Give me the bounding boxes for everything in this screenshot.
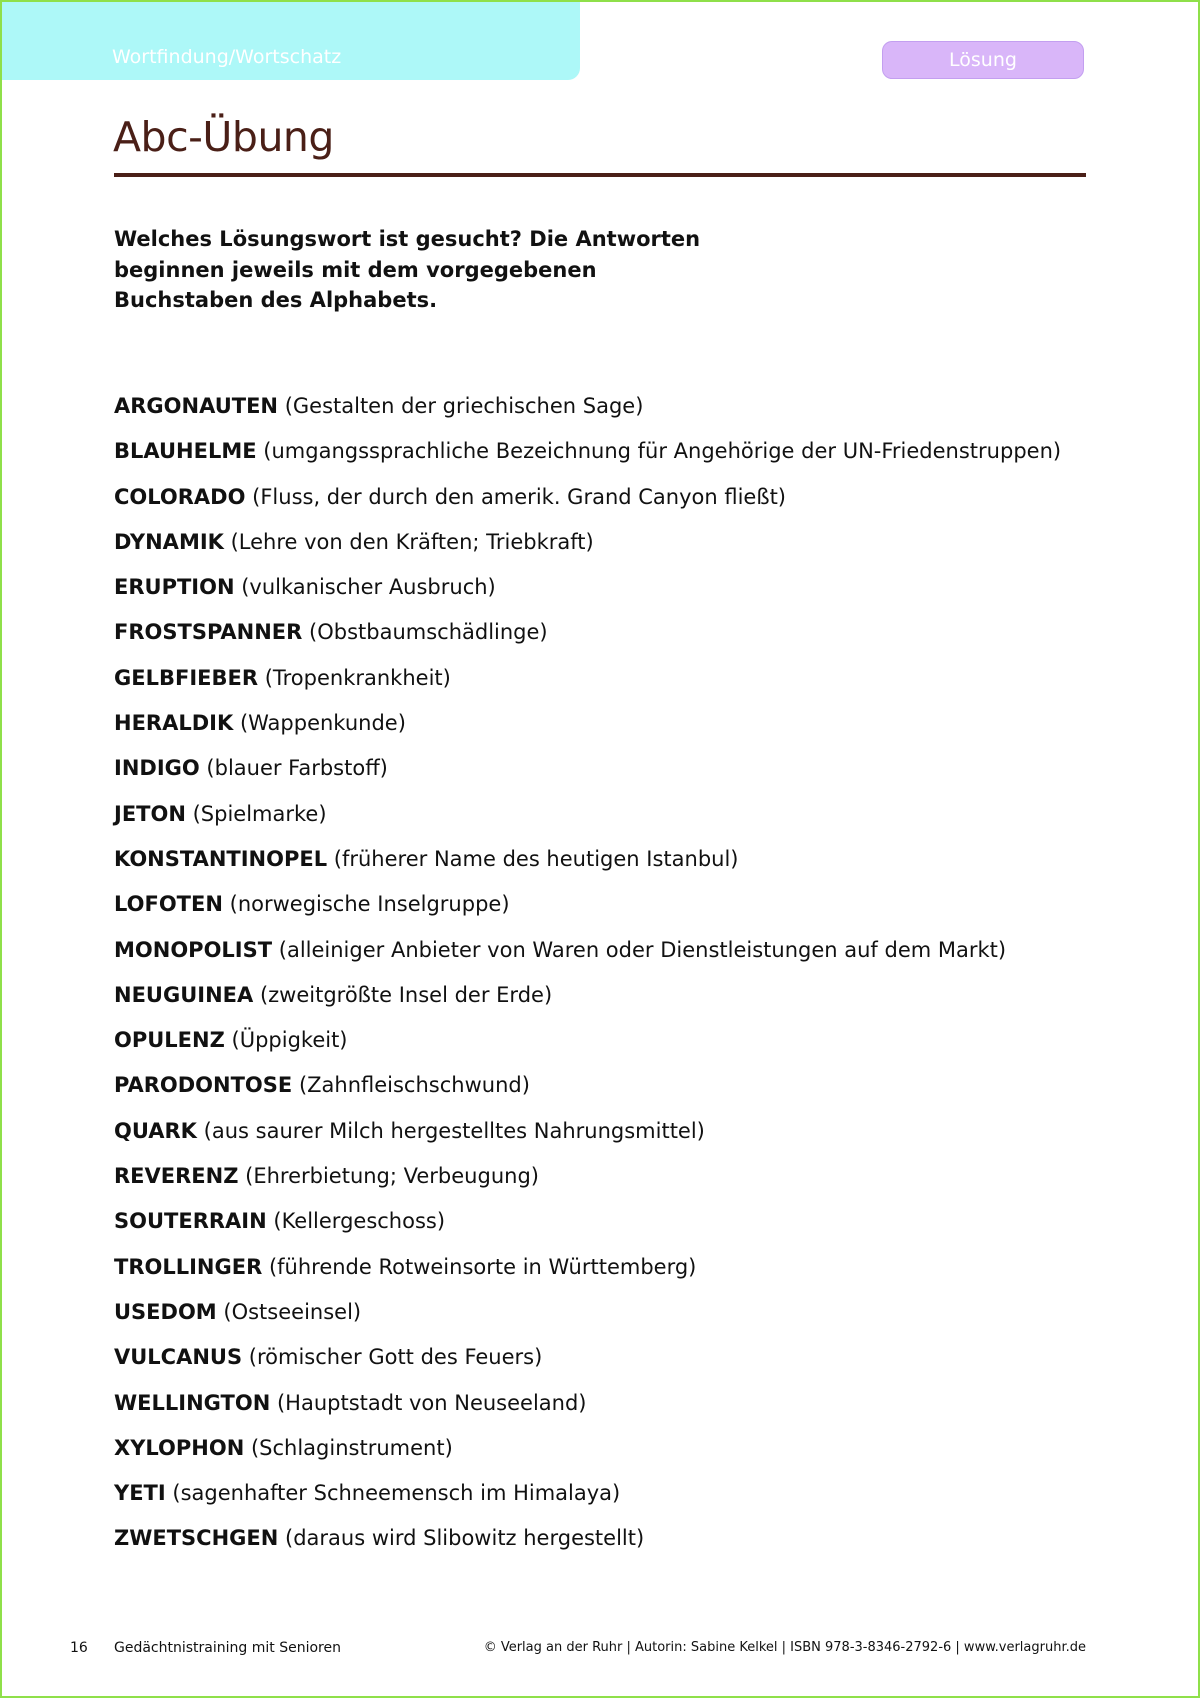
answer-item [114, 1476, 1114, 1521]
answer-word: HERALDIK [114, 711, 234, 736]
answer-clue: (Ostseeinsel) [223, 1299, 362, 1324]
answer-word: XYLOPHON [114, 1435, 245, 1460]
answer-item [114, 1521, 1114, 1566]
footer-page-number: 16 [70, 1640, 88, 1656]
answer-clue: (Lehre von den Kräften; Triebkraft) [230, 529, 594, 554]
answer-item [114, 434, 1114, 479]
answer-word: LOFOTEN [114, 892, 223, 917]
answer-item [114, 480, 1114, 525]
answer-clue: (Gestalten der griechischen Sage) [284, 394, 644, 418]
answer-clue: (Hauptstadt von Neuseeland) [276, 1390, 587, 1415]
answer-clue: (römischer Gott des Feuers) [248, 1345, 543, 1370]
answer-word: VULCANUS [114, 1345, 243, 1370]
answer-clue: (Tropenkrankheit) [264, 665, 451, 690]
answer-item [114, 661, 1114, 706]
answer-clue: (Spielmarke) [192, 801, 327, 826]
answer-clue: (Wappenkunde) [239, 711, 406, 736]
solution-badge: Lösung [882, 41, 1084, 79]
answer-word: GELBFIEBER [114, 665, 258, 690]
answer-word: OPULENZ [114, 1028, 225, 1053]
answer-word: ERUPTION [114, 575, 235, 600]
answer-word: COLORADO [114, 484, 246, 509]
answer-item [114, 1204, 1114, 1249]
answer-item [114, 797, 1114, 842]
answer-item [114, 1431, 1114, 1476]
answer-clue: (Üppigkeit) [231, 1028, 348, 1053]
answer-item [114, 525, 1114, 570]
answer-word: FROSTSPANNER [114, 620, 303, 645]
answer-word: BLAUHELME [114, 439, 257, 464]
answer-clue: (sagenhafter Schneemensch im Himalaya) [172, 1481, 621, 1506]
answer-item [114, 1295, 1114, 1340]
answer-clue: (Schlaginstrument) [250, 1435, 453, 1460]
answer-word: JETON [114, 801, 186, 826]
answer-clue: (zweitgrößte Insel der Erde) [259, 982, 553, 1007]
answer-word: REVERENZ [114, 1164, 239, 1189]
answer-clue: (aus saurer Milch hergestelltes Nahrungsmittel) [203, 1118, 705, 1143]
answer-item [114, 1023, 1114, 1068]
answer-item [114, 1114, 1114, 1159]
answer-word: ARGONAUTEN [114, 394, 278, 418]
answer-clue: (Zahnfleischschwund) [298, 1073, 530, 1098]
answer-word: INDIGO [114, 756, 200, 781]
answer-word: NEUGUINEA [114, 982, 254, 1007]
answer-clue: (früherer Name des heutigen Istanbul) [333, 846, 739, 871]
answer-clue: (daraus wird Slibowitz hergestellt) [285, 1526, 645, 1551]
answer-word: YETI [114, 1481, 166, 1506]
answer-item [114, 887, 1114, 932]
answer-clue: (Fluss, der durch den amerik. Grand Canyon fließt) [252, 484, 786, 509]
answer-word: SOUTERRAIN [114, 1209, 267, 1234]
answer-clue: (Obstbaumschädlinge) [309, 620, 548, 645]
answer-clue: (führende Rotweinsorte in Württemberg) [268, 1254, 697, 1279]
title-divider [114, 173, 1086, 177]
answer-item [114, 842, 1114, 887]
answer-item [114, 978, 1114, 1023]
instructions-text: Welches Lösungswort ist gesucht? Die Antworten beginnen jeweils mit dem vorgegebenen Buchstaben des Alphabets. [114, 227, 701, 312]
answer-clue: (Ehrerbietung; Verbeugung) [245, 1164, 539, 1189]
answer-word: ZWETSCHGEN [114, 1526, 279, 1551]
answer-word: TROLLINGER [114, 1254, 263, 1279]
answer-item [114, 570, 1114, 615]
footer-copyright: © Verlag an der Ruhr | Autorin: Sabine Kelkel | ISBN 978-3-8346-2792-6 | www.verlagruhr.de [483, 1640, 1086, 1655]
answer-item [114, 1068, 1114, 1113]
answer-clue: (Kellergeschoss) [273, 1209, 446, 1234]
answer-word: WELLINGTON [114, 1390, 271, 1415]
answer-word: KONSTANTINOPEL [114, 846, 328, 871]
answer-list [114, 389, 1114, 1567]
answer-clue: (alleiniger Anbieter von Waren oder Dienstleistungen auf dem Markt) [278, 937, 1007, 962]
answer-word: MONOPOLIST [114, 937, 273, 962]
category-label: Wortfindung/Wortschatz [112, 46, 342, 68]
answer-item [114, 933, 1114, 978]
answer-item [114, 1159, 1114, 1204]
answer-word: QUARK [114, 1118, 197, 1143]
answer-item [114, 751, 1114, 796]
answer-item [114, 1340, 1114, 1385]
answer-clue: (blauer Farbstoff) [206, 756, 388, 781]
answer-item [114, 1386, 1114, 1431]
category-tab [2, 2, 580, 80]
answer-item [114, 706, 1114, 751]
answer-word: DYNAMIK [114, 529, 224, 554]
answer-word: USEDOM [114, 1299, 217, 1324]
page-title: Abc-Übung [113, 113, 334, 161]
answer-clue: (umgangssprachliche Bezeichnung für Angehörige der UN-Friedenstruppen) [263, 439, 1062, 464]
answer-clue: (vulkanischer Ausbruch) [241, 575, 496, 600]
footer-book-title: Gedächtnistraining mit Senioren [114, 1640, 341, 1656]
answer-word: PARODONTOSE [114, 1073, 293, 1098]
answer-item [114, 1250, 1114, 1295]
answer-clue: (norwegische Inselgruppe) [229, 892, 510, 917]
answer-item [114, 389, 1114, 434]
answer-item [114, 615, 1114, 660]
